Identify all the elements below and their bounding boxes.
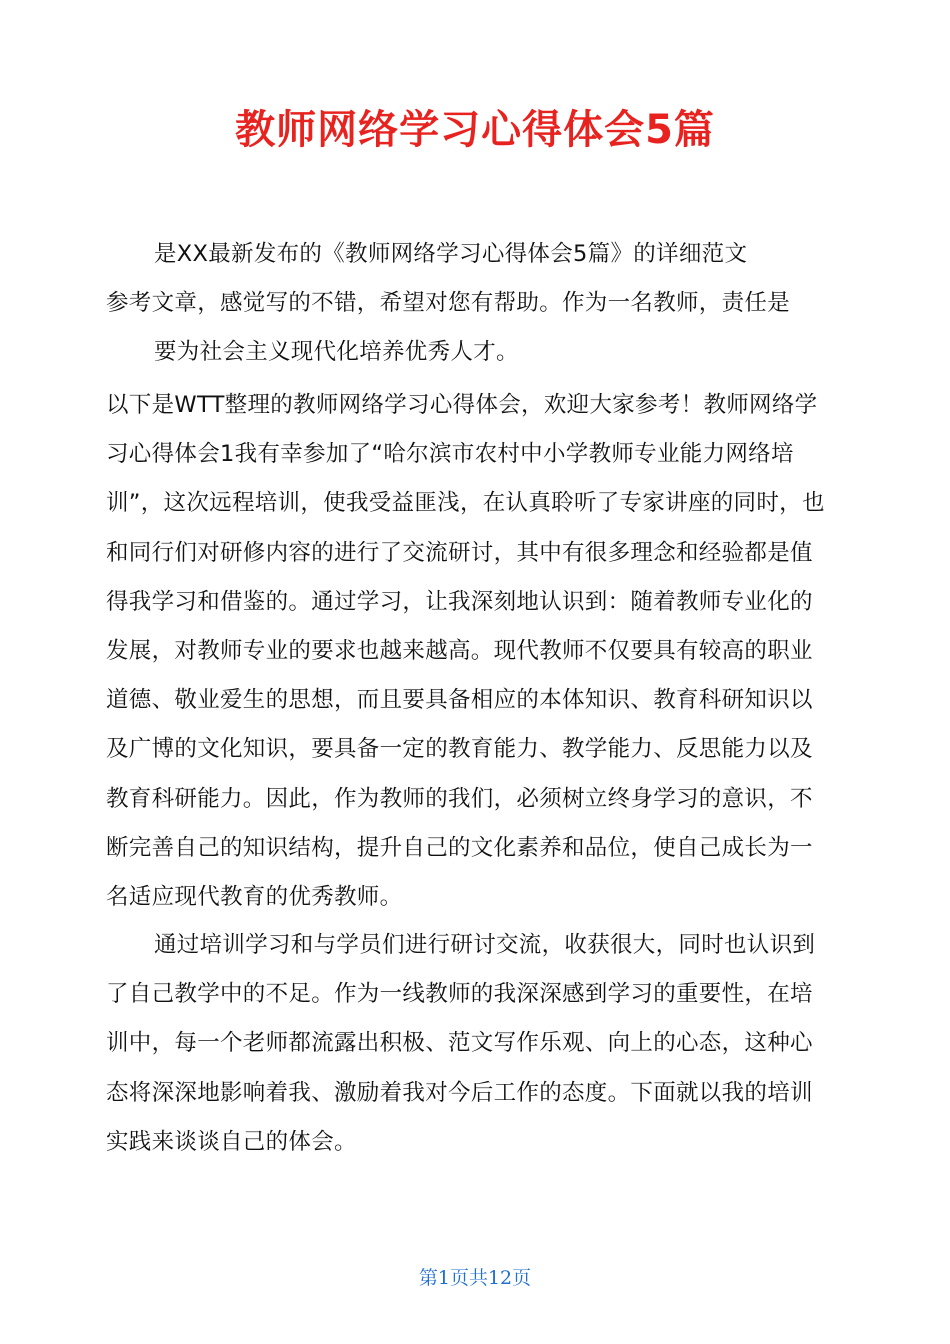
- intro-line-3: 要为社会主义现代化培养优秀人才。: [154, 339, 519, 366]
- document-title: 教师网络学习心得体会5篇: [235, 107, 715, 153]
- body-paragraph-1-container: [106, 381, 826, 922]
- body-paragraph-2-container: [106, 921, 826, 1167]
- body-paragraph-2: 通过培训学习和与学员们进行研讨交流，收获很大，同时也认识到了自己教学中的不足。作为一线教师的我深深感到学习的重要性，在培训中，每一个老师都流露出积极、范文写作乐观、向上的心态，这种心态将深深地影响着我、激励着我对今后工作的态度。下面就以我的培训实践来谈谈自己的体会。: [106, 932, 816, 1155]
- intro-line-2: 参考文章，感觉写的不错，希望对您有帮助。作为一名教师，责任是: [106, 290, 791, 317]
- intro-line-1: 是XX最新发布的《教师网络学习心得体会5篇》的详细范文: [154, 241, 748, 267]
- body-paragraph-1: 以下是WTT整理的教师网络学习心得体会，欢迎大家参考！教师网络学习心得体会1我有幸参加了“哈尔滨市农村中小学教师专业能力网络培训”，这次远程培训，使我受益匪浅，在认真聆听了专家讲座的同时，也和同行们对研修内容的进行了交流研讨，其中有很多理念和经验都是值得我学习和借鉴的。通过学习，让我深刻地认识到：随着教师专业化的发展，对教师专业的要求也越来越高。现代教师不仅要具有较高的职业道德、敬业爱生的思想，而且要具备相应的本体知识、教育科研知识以及广博的文化知识，要具备一定的教育能力、教学能力、反思能力以及教育科研能力。因此，作为教师的我们，必须树立终身学习的意识，不断完善自己的知识结构，提升自己的文化素养和品位，使自己成长为一名适应现代教育的优秀教师。: [106, 392, 825, 911]
- page-number-footer: 第1页共12页: [418, 1267, 532, 1289]
- intro-section: [106, 230, 826, 378]
